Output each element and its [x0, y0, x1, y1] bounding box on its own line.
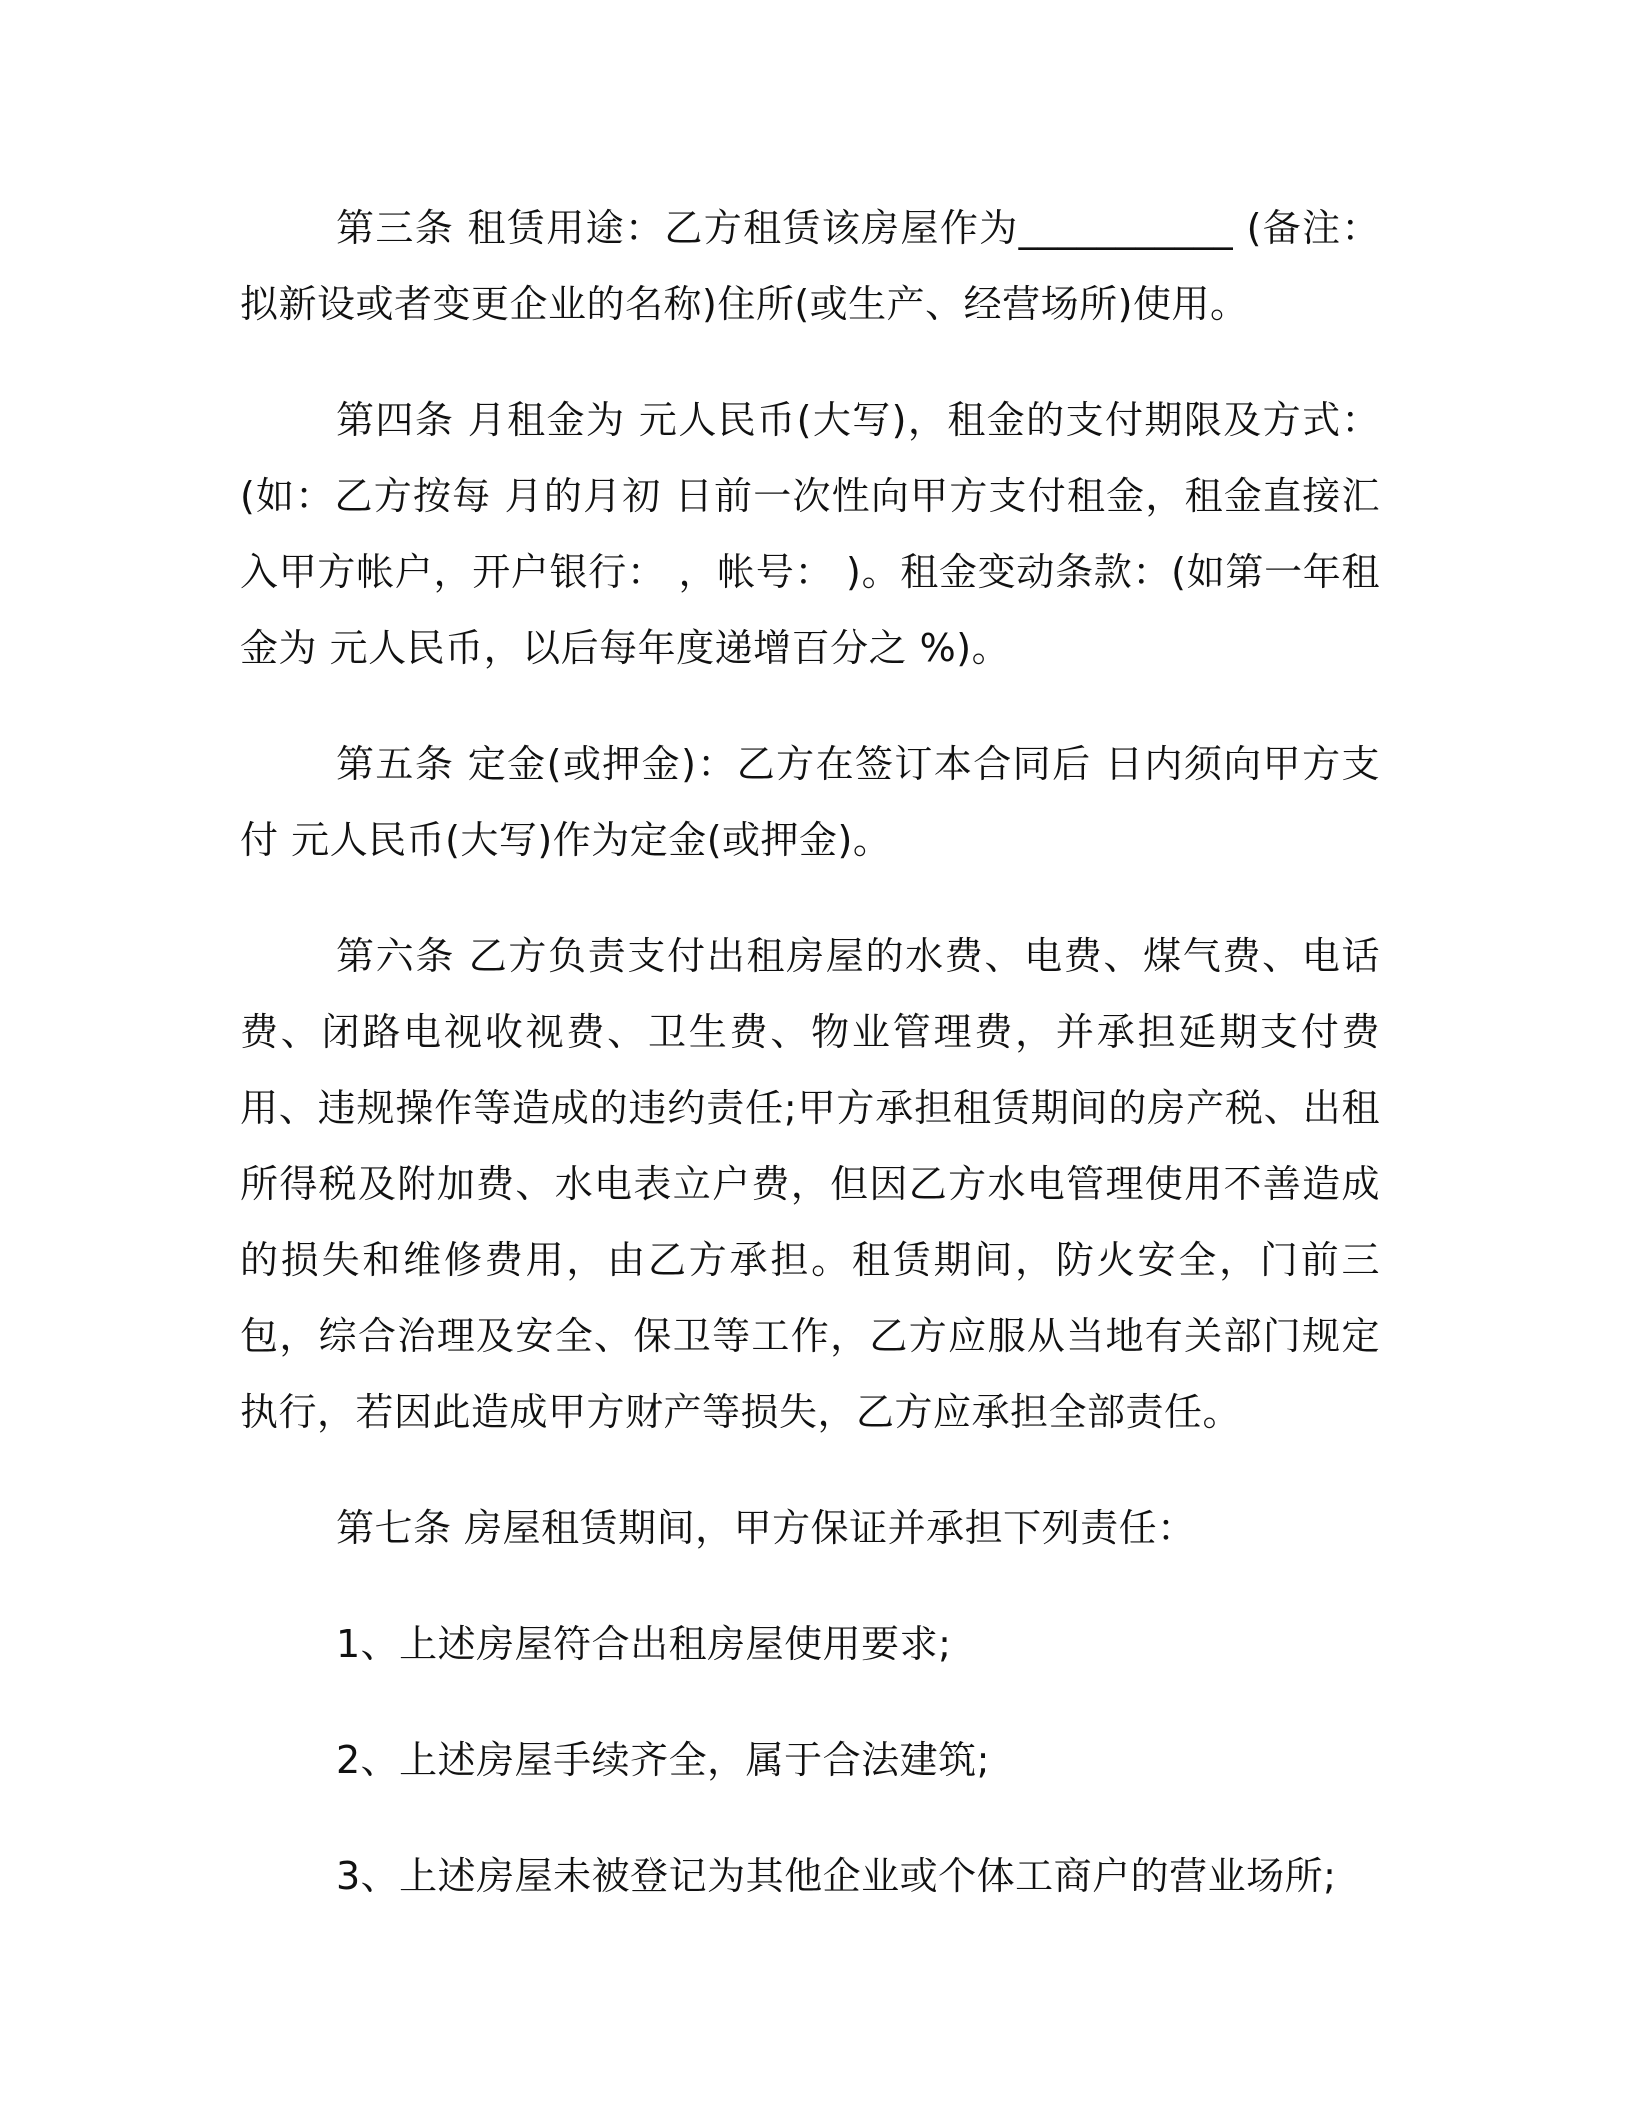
list-item-2: 2、上述房屋手续齐全，属于合法建筑; — [336, 1738, 990, 1782]
list-item-1: 1、上述房屋符合出租房屋使用要求; — [336, 1622, 952, 1666]
article-7-paragraph: 第七条 房屋租赁期间，甲方保证并承担下列责任： — [336, 1506, 1196, 1550]
article-4-paragraph: 第四条 月租金为 元人民币(大写)，租金的支付期限及方式：(如：乙方按每 月的月初 日前一次性向甲方支付租金，租金直接汇入甲方帐户，开户银行： ，帐号： )。租金变动条款：(如第一年租金为 元人民币，以后每年度递增百分之 %)。 — [240, 398, 1380, 670]
article-6-paragraph: 第六条 乙方负责支付出租房屋的水费、电费、煤气费、电话费、闭路电视收视费、卫生费、物业管理费，并承担延期支付费用、违规操作等造成的违约责任;甲方承担租赁期间的房产税、出租所得税及附加费、水电表立户费，但因乙方水电管理使用不善造成的损失和维修费用，由乙方承担。租赁期间，防火安全，门前三包，综合治理及安全、保卫等工作，乙方应服从当地有关部门规定执行，若因此造成甲方财产等损失，乙方应承担全部责任。 — [240, 934, 1380, 1434]
article-5-paragraph: 第五条 定金(或押金)：乙方在签订本合同后 日内须向甲方支付 元人民币(大写)作为定金(或押金)。 — [240, 742, 1380, 862]
list-item-3: 3、上述房屋未被登记为其他企业或个体工商户的营业场所; — [336, 1854, 1337, 1898]
document-page — [240, 190, 1380, 1914]
article-3-paragraph: 第三条 租赁用途：乙方租赁该房屋作为___________ (备注：拟新设或者变更企业的名称)住所(或生产、经营场所)使用。 — [240, 206, 1380, 326]
